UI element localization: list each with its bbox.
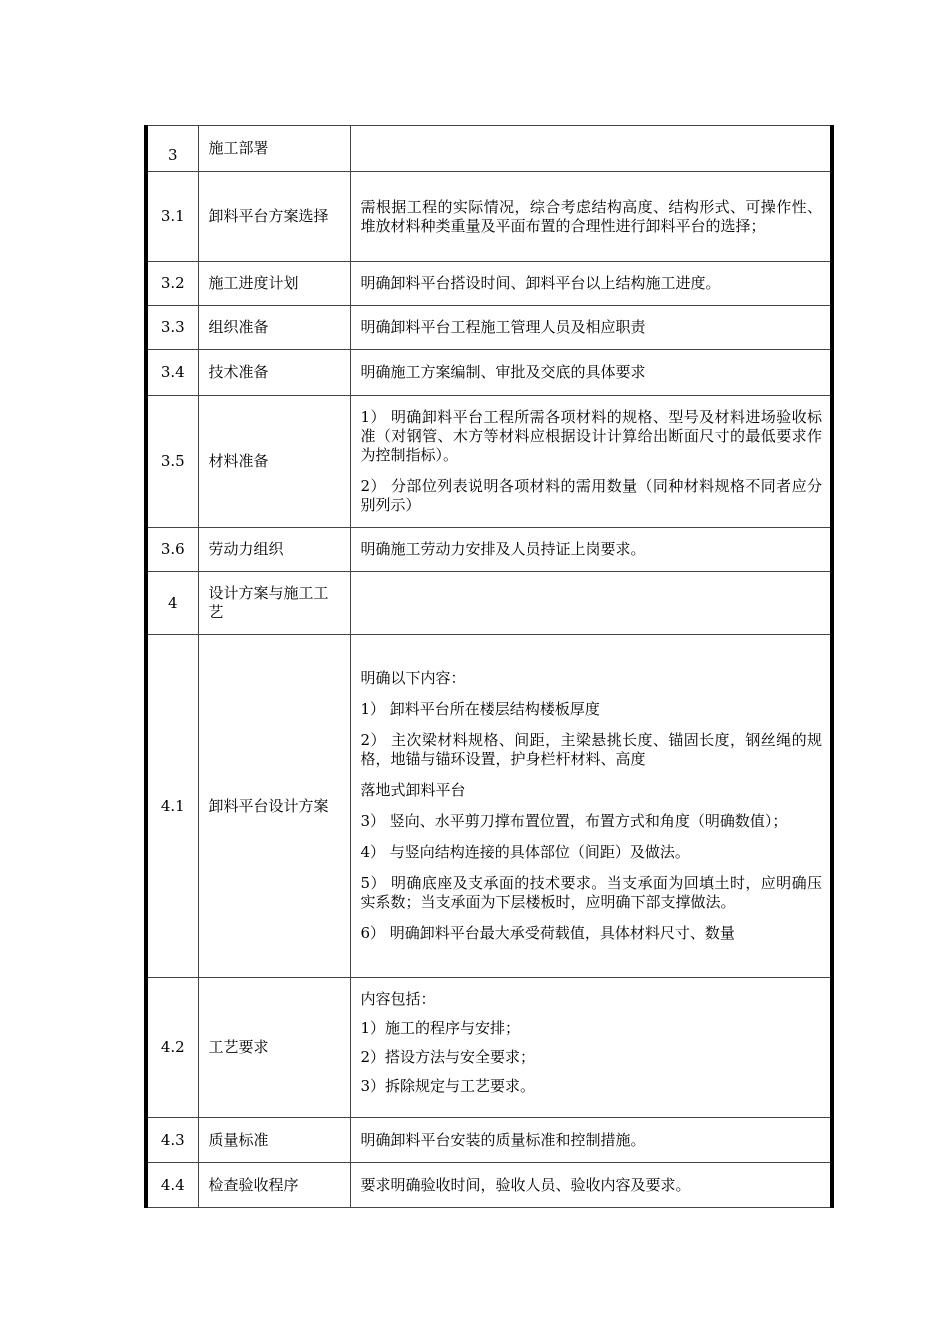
description-paragraph: 2）搭设方法与安全要求； [360,1047,536,1066]
table-row [146,262,832,306]
document-table [144,125,834,1208]
section-description [350,1118,832,1163]
description-paragraph: 明确施工劳动力安排及人员持证上岗要求。 [360,540,646,558]
description-paragraph: 明确卸料平台工程施工管理人员及相应职责 [360,318,646,336]
section-description [350,126,832,172]
section-number: 3.1 [146,172,198,262]
section-title: 组织准备 [198,306,350,350]
description-paragraph: 1） 明确卸料平台工程所需各项材料的规格、型号及材料进场验收标准（对钢管、木方等材料应根据设计计算给出断面尺寸的最低要求作为控制指标）。 [360,408,822,464]
section-number: 3.6 [146,528,198,572]
section-title: 技术准备 [198,350,350,396]
section-description [350,350,832,396]
section-title: 卸料平台方案选择 [198,172,350,262]
section-description [350,262,832,306]
section-title: 工艺要求 [198,978,350,1118]
description-paragraph: 5） 明确底座及支承面的技术要求。当支承面为回填土时，应明确压实系数；当支承面为下层楼板时，应明确下部支撑做法。 [360,874,822,911]
description-paragraph: 4） 与竖向结构连接的具体部位（间距）及做法。 [360,843,690,861]
section-number: 4 [146,572,198,635]
table-row [146,528,832,572]
section-number: 3 [146,126,198,172]
description-paragraph: 明确施工方案编制、审批及交底的具体要求 [360,363,646,381]
table-row [146,396,832,528]
description-paragraph: 6） 明确卸料平台最大承受荷载值，具体材料尺寸、数量 [360,924,735,942]
table-row [146,978,832,1118]
section-title: 劳动力组织 [198,528,350,572]
section-description [350,306,832,350]
description-paragraph: 3） 竖向、水平剪刀撑布置位置，布置方式和角度（明确数值）； [360,812,788,830]
section-title: 检查验收程序 [198,1163,350,1208]
table-row [146,350,832,396]
section-title: 材料准备 [198,396,350,528]
table-row [146,172,832,262]
section-title: 质量标准 [198,1118,350,1163]
section-number: 3.4 [146,350,198,396]
description-paragraph: 2） 主次梁材料规格、间距，主梁悬挑长度、锚固长度，钢丝绳的规格，地锚与锚环设置，护身栏杆材料、高度 [360,731,822,768]
section-description [350,978,832,1118]
section-description [350,572,832,635]
section-number: 3.3 [146,306,198,350]
section-number: 3.5 [146,396,198,528]
section-number: 4.4 [146,1163,198,1208]
section-number: 4.1 [146,635,198,978]
section-description [350,528,832,572]
description-paragraph: 落地式卸料平台 [360,781,466,799]
section-number: 4.3 [146,1118,198,1163]
description-paragraph: 1） 卸料平台所在楼层结构楼板厚度 [360,700,600,718]
section-number: 4.2 [146,978,198,1118]
description-paragraph: 明确卸料平台安装的质量标准和控制措施。 [360,1130,646,1149]
table-row [146,572,832,635]
description-paragraph: 内容包括： [360,989,436,1008]
description-paragraph: 1）施工的程序与安排； [360,1018,521,1037]
section-description [350,635,832,978]
section-description [350,396,832,528]
section-description [350,1163,832,1208]
table-row [146,1163,832,1208]
description-paragraph: 需根据工程的实际情况，综合考虑结构高度、结构形式、可操作性、堆放材料种类重量及平面布置的合理性进行卸料平台的选择； [360,197,822,235]
description-paragraph: 3）拆除规定与工艺要求。 [360,1076,536,1095]
section-title: 设计方案与施工工艺 [198,572,350,635]
description-paragraph: 2） 分部位列表说明各项材料的需用数量（同种材料规格不同者应分别列示） [360,477,822,514]
description-paragraph: 明确以下内容： [360,669,466,687]
section-description [350,172,832,262]
description-paragraph: 要求明确验收时间，验收人员、验收内容及要求。 [360,1175,691,1194]
table-row [146,1118,832,1163]
table-row [146,126,832,172]
section-title: 卸料平台设计方案 [198,635,350,978]
section-number: 3.2 [146,262,198,306]
section-title: 施工进度计划 [198,262,350,306]
table-row [146,306,832,350]
section-title: 施工部署 [198,126,350,172]
table-row [146,635,832,978]
description-paragraph: 明确卸料平台搭设时间、卸料平台以上结构施工进度。 [360,274,721,292]
